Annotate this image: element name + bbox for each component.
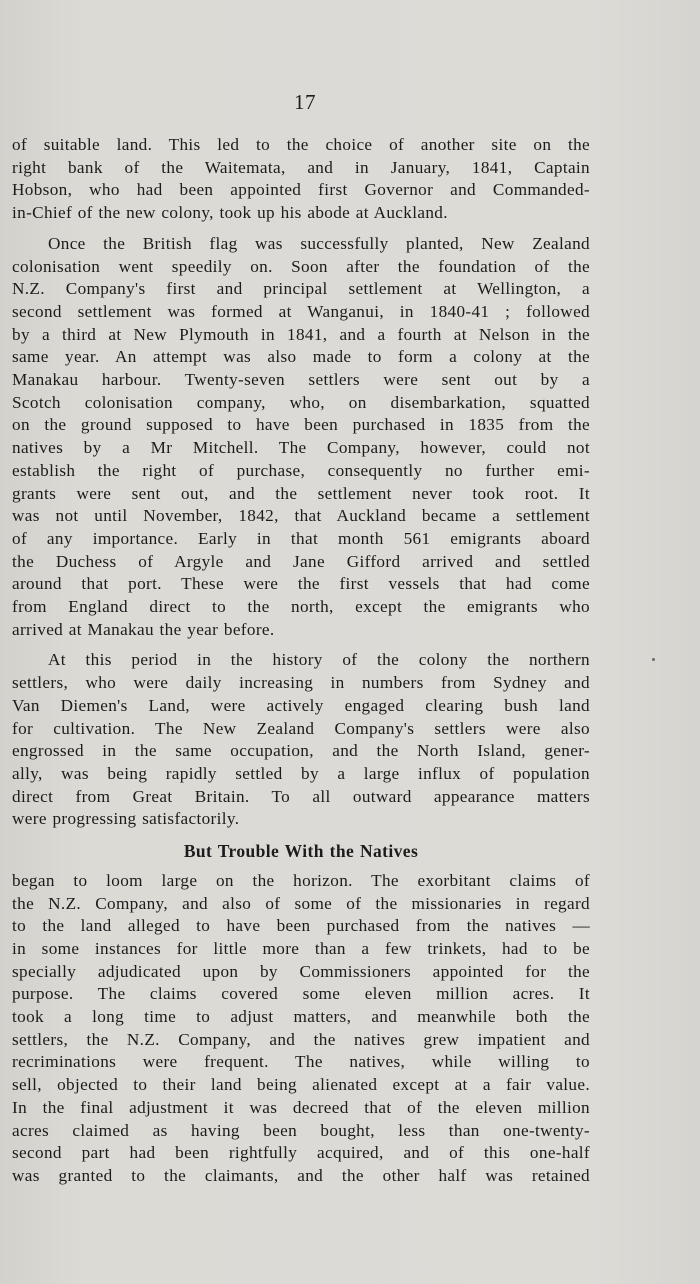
- body-text: [12, 134, 590, 1188]
- page-number: 17: [294, 90, 316, 114]
- text-line: in-Chief of the new colony, took up his abode at Auckland.: [12, 203, 448, 223]
- text-line: Manakau harbour. Twenty-seven settlers were sent out by a: [12, 370, 590, 390]
- text-line: the Duchess of Argyle and Jane Gifford arrived and settled: [12, 551, 590, 571]
- text-line: grants were sent out, and the settlement never took root. It: [12, 483, 590, 503]
- text-line: Scotch colonisation company, who, on disembarkation, squatted: [12, 392, 590, 412]
- text-line: was granted to the claimants, and the other half was retained: [12, 1165, 590, 1185]
- text-line: Once the British flag was successfully planted, New Zealand: [48, 233, 590, 253]
- text-line: of suitable land. This led to the choice of another site on the: [12, 135, 590, 154]
- text-line: settlers, the N.Z. Company, and the natives grew impatient and: [12, 1029, 590, 1049]
- text-line: recriminations were frequent. The natives, while willing to: [12, 1052, 590, 1072]
- text-line: purpose. The claims covered some eleven million acres. It: [12, 984, 590, 1004]
- text-line: of any importance. Early in that month 561 emigrants aboard: [12, 528, 590, 548]
- text-line: N.Z. Company's first and principal settlement at Wellington, a: [12, 279, 590, 299]
- text-line: Van Diemen's Land, were actively engaged clearing bush land: [12, 695, 590, 715]
- text-line: acres claimed as having been bought, less than one-twenty-: [12, 1120, 590, 1140]
- text-line: colonisation went speedily on. Soon after the foundation of the: [12, 256, 590, 276]
- text-line: for cultivation. The New Zealand Company's settlers were also: [12, 718, 590, 738]
- text-line: began to loom large on the horizon. The exorbitant claims of: [12, 870, 590, 890]
- text-line: establish the right of purchase, consequently no further emi-: [12, 460, 590, 480]
- text-line: sell, objected to their land being alienated except at a fair value.: [12, 1075, 590, 1095]
- paragraph-2: [12, 233, 590, 642]
- paragraph-4: [12, 870, 590, 1188]
- text-line: direct from Great Britain. To all outward appearance matters: [12, 786, 590, 806]
- text-line: second part had been rightfully acquired, and of this one-half: [12, 1143, 590, 1163]
- text-line: second settlement was formed at Wanganui, in 1840-41 ; followed: [12, 301, 590, 321]
- text-line: settlers, who were daily increasing in numbers from Sydney and: [12, 673, 590, 693]
- paper-speck: [652, 658, 655, 661]
- text-line: on the ground supposed to have been purchased in 1835 from the: [12, 415, 590, 435]
- paragraph-3: [12, 649, 590, 831]
- text-line: arrived at Manakau the year before.: [12, 619, 275, 639]
- text-line: specially adjudicated upon by Commissioners appointed for the: [12, 961, 590, 981]
- text-line: right bank of the Waitemata, and in January, 1841, Captain: [12, 157, 590, 177]
- text-line: the N.Z. Company, and also of some of the missionaries in regard: [12, 893, 590, 913]
- text-line: by a third at New Plymouth in 1841, and a fourth at Nelson in the: [12, 324, 590, 344]
- text-line: around that port. These were the first vessels that had come: [12, 574, 590, 594]
- text-line: In the final adjustment it was decreed that of the eleven million: [12, 1097, 590, 1117]
- text-line: Hobson, who had been appointed first Governor and Commanded-: [12, 180, 590, 200]
- text-line: took a long time to adjust matters, and meanwhile both the: [12, 1007, 590, 1027]
- text-line: from England direct to the north, except the emigrants who: [12, 597, 590, 617]
- text-line: same year. An attempt was also made to form a colony at the: [12, 347, 590, 367]
- text-line: were progressing satisfactorily.: [12, 809, 240, 829]
- text-line: in some instances for little more than a few trinkets, had to be: [12, 938, 590, 958]
- text-line: engrossed in the same occupation, and the North Island, gener-: [12, 741, 590, 761]
- text-line: natives by a Mr Mitchell. The Company, however, could not: [12, 438, 590, 458]
- paragraph-1: [12, 134, 590, 225]
- text-line: ally, was being rapidly settled by a large influx of population: [12, 763, 590, 783]
- text-line: to the land alleged to have been purchased from the natives —: [12, 916, 590, 936]
- text-line: was not until November, 1842, that Auckland became a settlement: [12, 506, 590, 526]
- section-heading: But Trouble With the Natives: [183, 841, 419, 862]
- text-line: At this period in the history of the colony the northern: [48, 650, 590, 670]
